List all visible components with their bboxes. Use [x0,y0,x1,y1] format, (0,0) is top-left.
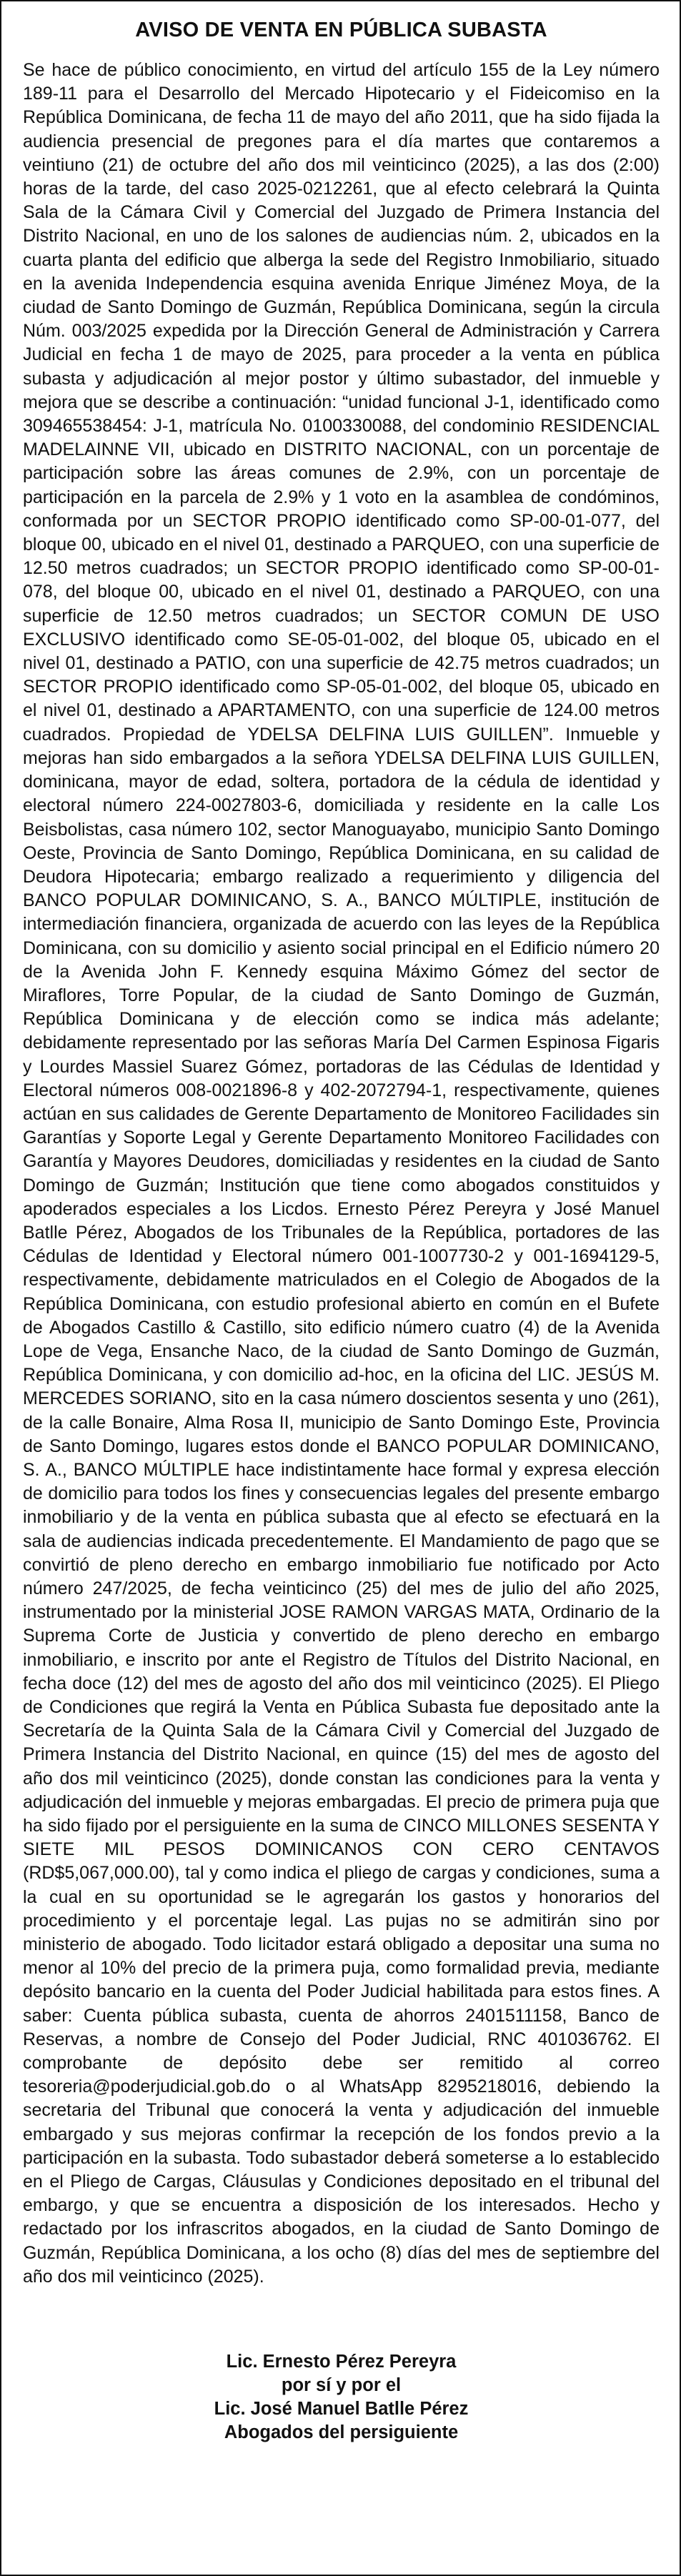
signature-role: Abogados del persiguiente [224,2422,459,2443]
signature-block [23,2350,660,2445]
notice-title: AVISO DE VENTA EN PÚBLICA SUBASTA [135,19,547,41]
signature-name-2: Lic. José Manuel Batlle Pérez [214,2399,469,2420]
signature-name-1: Lic. Ernesto Pérez Pereyra [226,2352,457,2372]
notice-body: Se hace de público conocimiento, en virtud del artículo 155 de la Ley número 189-11 para el Desarrollo del Mercado Hipotecario y el Fideicomiso en la República Dominicana, de fecha 11 de mayo del año 2011, que ha sido fijada la audiencia presencial de pregones para el día martes que contaremos a veintiuno (21) de octubre del año dos mil veinticinco (2025), a las dos (2:00) horas de la tarde, del caso 2025-0212261, que al efecto celebrará la Quinta Sala de la Cámara Civil y Comercial del Juzgado de Primera Instancia del Distrito Nacional, en uno de los salones de audiencias núm. 2, ubicados en la cuarta planta del edificio que alberga la sede del Registro Inmobiliario, situado en la avenida Independencia esquina avenida Enrique Jiménez Moya, de la ciudad de Santo Domingo de Guzmán, República Dominicana, según la circula Núm. 003/2025 expedida por la Dirección General de Administración y Carrera Judicial en fecha 1 de mayo de 2025, para proceder a la venta en pública subasta y adjudicación al mejor postor y último subastador, del inmueble y mejora que se describe a continuación: “unidad funcional J-1, identificado como 309465538454: J-1, matrícula No. 0100330088, del condominio RESIDENCIAL MADELAINNE VII, ubicado en DISTRITO NACIONAL, con un porcentaje de participación sobre las áreas comunes de 2.9%, con un porcentaje de participación en la parcela de 2.9% y 1 voto en la asamblea de condóminos, conformada por un SECTOR PROPIO identificado como SP-00-01-077, del bloque 00, ubicado en el nivel 01, destinado a PARQUEO, con una superficie de 12.50 metros cuadrados; un SECTOR PROPIO identificado como SP-00-01-078, del bloque 00, ubicado en el nivel 01, destinado a PARQUEO, con una superficie de 12.50 metros cuadrados; un SECTOR COMUN DE USO EXCLUSIVO identificado como SE-05-01-002, del bloque 05, ubicado en el nivel 01, destinado a PATIO, con una superficie de 42.75 metros cuadrados; un SECTOR PROPIO identificado como SP-05-01-002, del bloque 05, ubicado en el nivel 01, destinado a APARTAMENTO, con una superficie de 124.00 metros cuadrados. Propiedad de YDELSA DELFINA LUIS GUILLEN”. Inmueble y mejoras han sido embargados a la señora YDELSA DELFINA LUIS GUILLEN, dominicana, mayor de edad, soltera, portadora de la cédula de identidad y electoral número 224-0027803-6, domiciliada y residente en la calle Los Beisbolistas, casa número 102, sector Manoguayabo, municipio Santo Domingo Oeste, Provincia de Santo Domingo, República Dominicana, en su calidad de Deudora Hipotecaria; embargo realizado a requerimiento y diligencia del BANCO POPULAR DOMINICANO, S. A., BANCO MÚLTIPLE, institución de intermediación financiera, organizada de acuerdo con las leyes de la República Dominicana, con su domicilio y asiento social principal en el Edificio número 20 de la Avenida John F. Kennedy esquina Máximo Gómez del sector de Miraflores, Torre Popular, de la ciudad de Santo Domingo de Guzmán, República Dominicana y de elección como se indica más adelante; debidamente representado por las señoras María Del Carmen Espinosa Figaris y Lourdes Massiel Suarez Gómez, portadoras de las Cédulas de Identidad y Electoral números 008-0021896-8 y 402-2072794-1, respectivamente, quienes actúan en sus calidades de Gerente Departamento de Monitoreo Facilidades sin Garantías y Soporte Legal y Gerente Departamento Monitoreo Facilidades con Garantía y Mayores Deudores, domiciliadas y residentes en la ciudad de Santo Domingo de Guzmán; Institución que tiene como abogados constituidos y apoderados especiales a los Licdos. Ernesto Pérez Pereyra y José Manuel Batlle Pérez, Abogados de los Tribunales de la República, portadores de las Cédulas de Identidad y Electoral número 001-1007730-2 y 001-1694129-5, respectivamente, debidamente matriculados en el Colegio de Abogados de la República Dominicana, con estudio profesional abierto en común en el Bufete de Abogados Castillo & Castillo, sito edificio número cuatro (4) de la Avenida Lope de Vega, Ensanche Naco, de la ciudad de Santo Domingo de Guzmán, República Dominicana, y con domicilio ad-hoc, en la oficina del LIC. JESÚS M. MERCEDES SORIANO, sito en la casa número doscientos sesenta y uno (261), de la calle Bonaire, Alma Rosa II, municipio de Santo Domingo Este, Provincia de Santo Domingo, lugares estos donde el BANCO POPULAR DOMINICANO, S. A., BANCO MÚLTIPLE hace indistintamente hace formal y expresa elección de domicilio para todos los fines y consecuencias legales del presente embargo inmobiliario y de la venta en pública subasta que al efecto se efectuará en la sala de audiencias indicada precedentemente. El Mandamiento de pago que se convirtió de pleno derecho en embargo inmobiliario fue notificado por Acto número 247/2025, de fecha veinticinco (25) del mes de julio del año 2025, instrumentado por la ministerial JOSE RAMON VARGAS MATA, Ordinario de la Suprema Corte de Justicia y convertido de pleno derecho en embargo inmobiliario, e inscrito por ante el Registro de Títulos del Distrito Nacional, en fecha doce (12) del mes de agosto del año dos mil veinticinco (2025). El Pliego de Condiciones que regirá la Venta en Pública Subasta fue depositado ante la Secretaría de la Quinta Sala de la Cámara Civil y Comercial del Juzgado de Primera Instancia del Distrito Nacional, en quince (15) del mes de agosto del año dos mil veinticinco (2025), donde constan las condiciones para la venta y adjudicación del inmueble y mejoras embargadas. El precio de primera puja que ha sido fijado por el persiguiente en la suma de CINCO MILLONES SESENTA Y SIETE MIL PESOS DOMINICANOS CON CERO CENTAVOS (RD$5,067,000.00), tal y como indica el pliego de cargas y condiciones, suma a la cual en su oportunidad se le agregarán los gastos y honorarios del procedimiento y el porcentaje legal. Las pujas no se admitirán sino por ministerio de abogado. Todo licitador estará obligado a depositar una suma no menor al 10% del precio de la primera puja, como formalidad previa, mediante depósito bancario en la cuenta del Poder Judicial habilitada para estos fines. A saber: Cuenta pública subasta, cuenta de ahorros 2401511158, Banco de Reservas, a nombre de Consejo del Poder Judicial, RNC 401036762. El comprobante de depósito debe ser remitido al correo tesoreria@poderjudicial.gob.do o al WhatsApp 8295218016, debiendo la secretaria del Tribunal que conocerá la venta y adjudicación del inmueble embargado y sus mejoras confirmar la recepción de los fondos previo a la participación en la subasta. Todo subastador deberá someterse a lo establecido en el Pliego de Cargas, Cláusulas y Condiciones depositado en el tribunal del embargo, y que se encuentra a disposición de los interesados. Hecho y redactado por los infrascritos abogados, en la ciudad de Santo Domingo de Guzmán, República Dominicana, a los ocho (8) días del mes de septiembre del año dos mil veinticinco (2025). [23,60,660,2287]
signature-connector: por sí y por el [281,2375,402,2396]
